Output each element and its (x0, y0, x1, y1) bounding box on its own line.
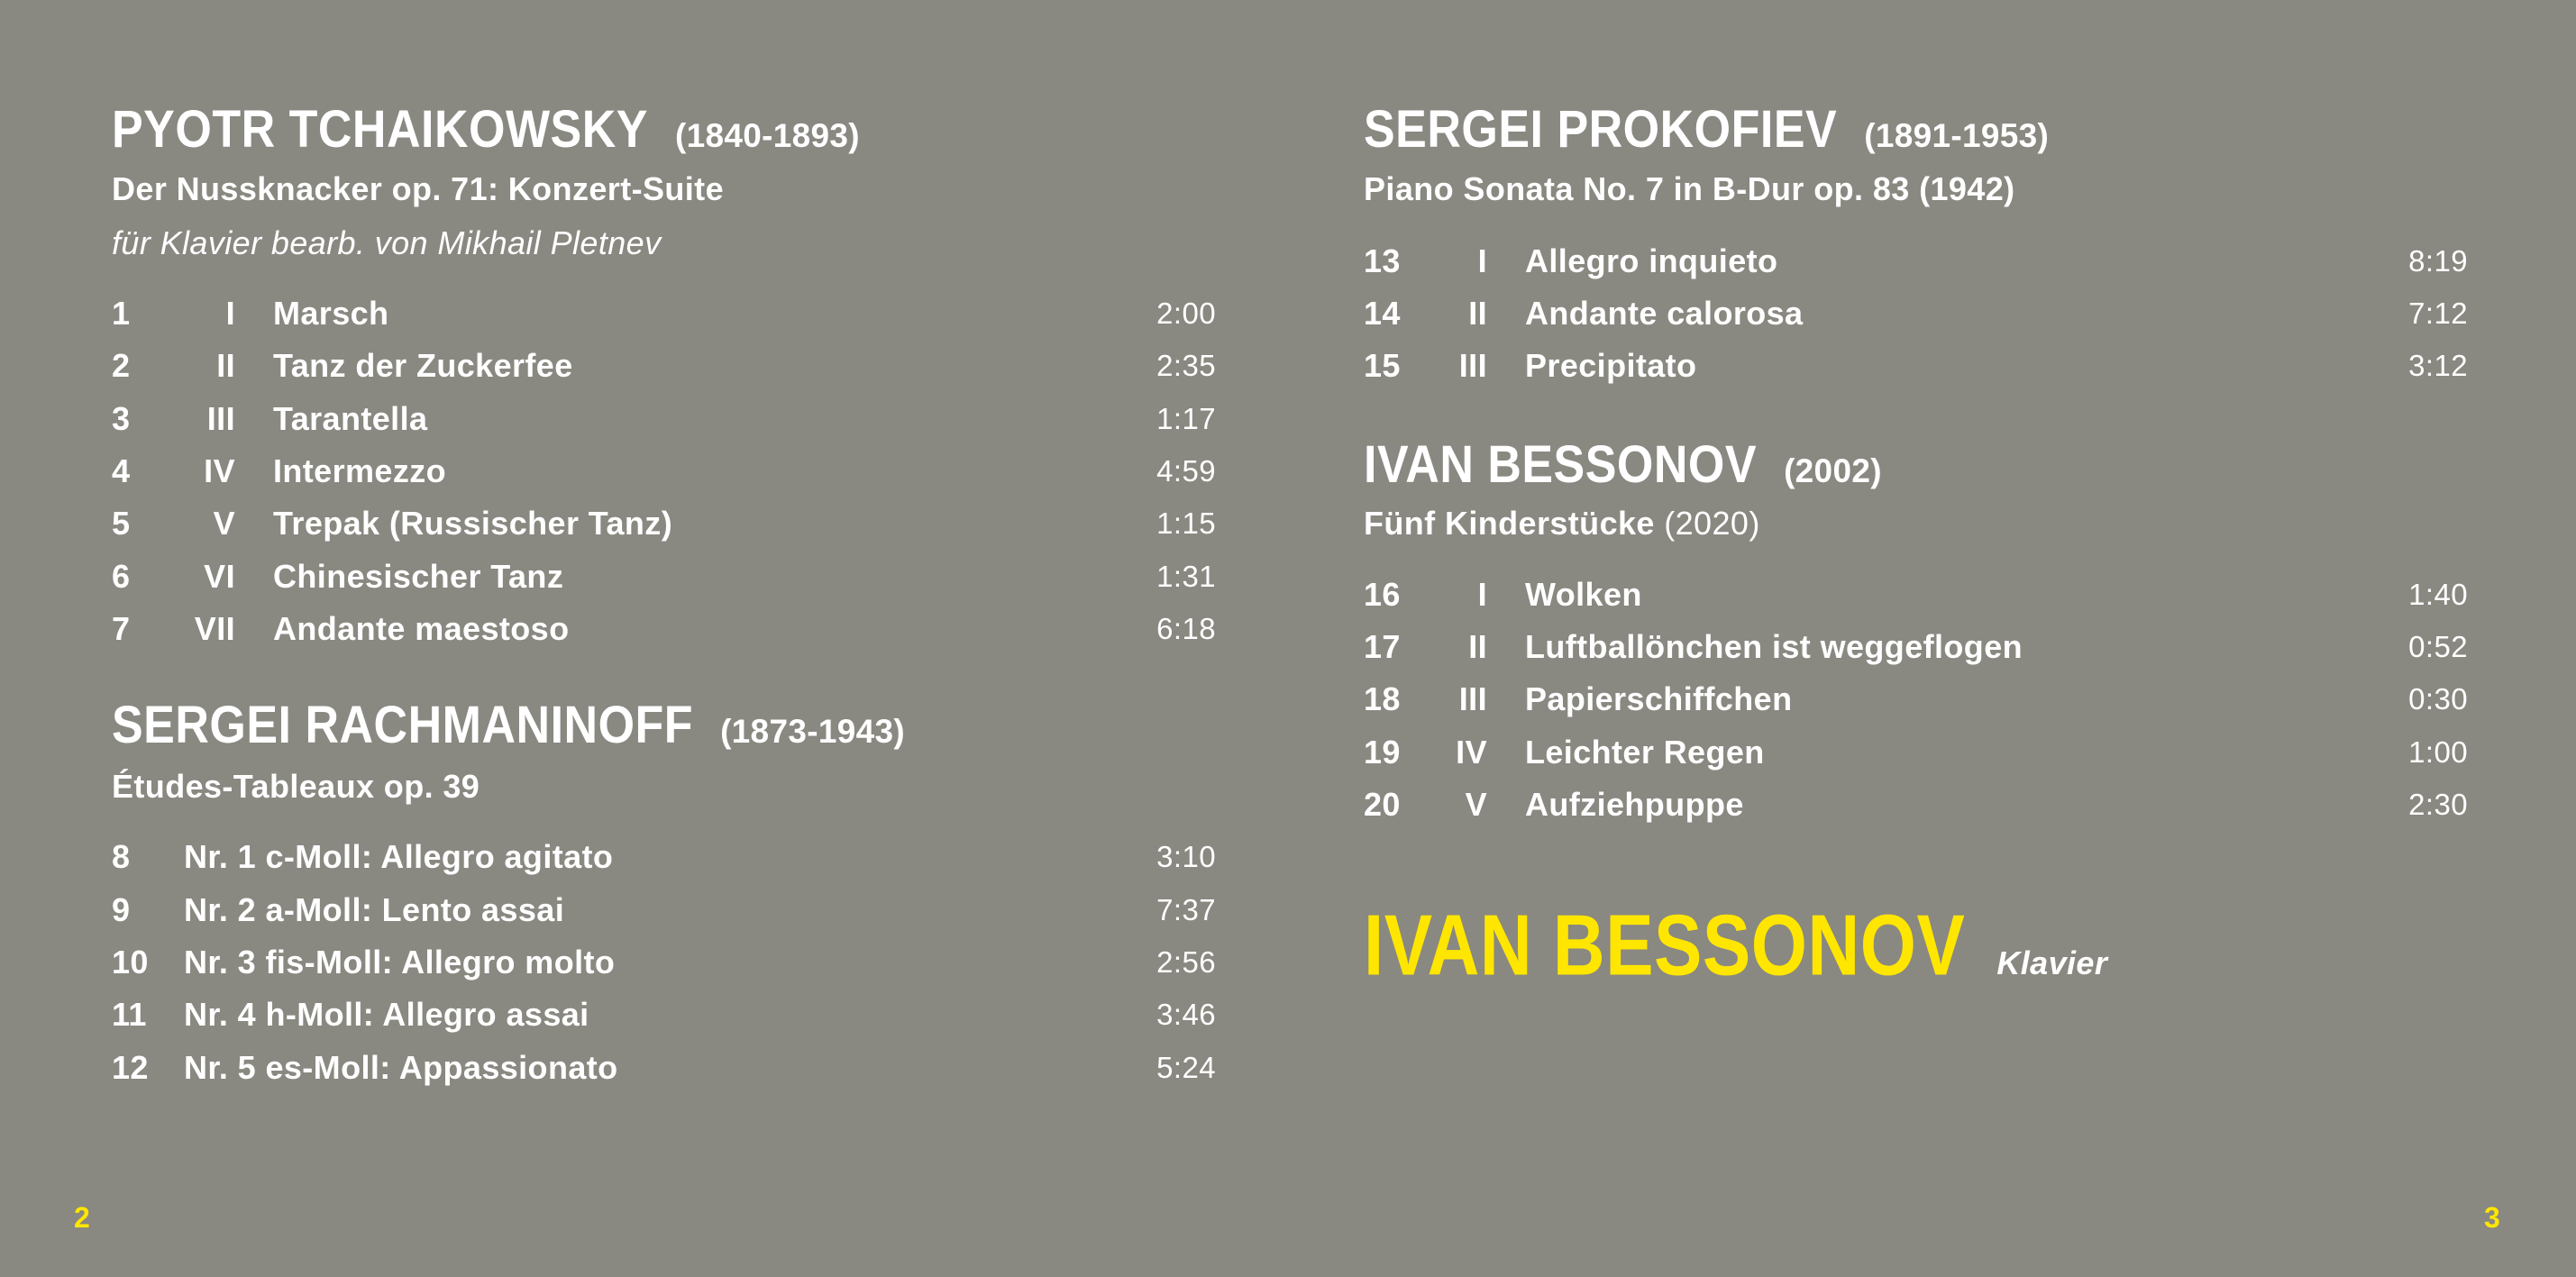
movement-numeral: I (225, 295, 235, 332)
movement-numeral: I (1477, 576, 1487, 613)
movement-numeral: III (1458, 680, 1487, 717)
track-duration: 0:30 (2408, 682, 2468, 716)
track-number: 13 (1364, 242, 1401, 279)
movement-numeral: V (213, 505, 235, 542)
work-title: Fünf Kinderstücke (1364, 505, 1655, 542)
track-duration: 2:00 (1156, 296, 1216, 330)
track-row (1364, 235, 2468, 287)
work-title: Der Nussknacker op. 71: Konzert-Suite (112, 170, 724, 207)
track-row (112, 884, 1216, 936)
composer-dates: (2002) (1784, 452, 1882, 489)
track-row (1364, 569, 2468, 621)
performer-name: IVAN BESSONOV (1364, 897, 1966, 993)
page-number-left: 2 (74, 1201, 90, 1234)
track-title: Nr. 4 h-Moll: Allegro assai (184, 996, 589, 1033)
track-row (1364, 673, 2468, 725)
track-title: Tarantella (273, 400, 428, 437)
track-number: 3 (112, 400, 131, 437)
track-number: 17 (1364, 628, 1401, 665)
track-title: Andante maestoso (273, 610, 570, 647)
track-title: Papierschiffchen (1525, 680, 1793, 717)
performer-credit (1364, 897, 2108, 995)
track-number: 7 (112, 610, 131, 647)
track-title: Nr. 3 fis-Moll: Allegro molto (184, 944, 616, 981)
track-title: Leichter Regen (1525, 734, 1765, 771)
movement-numeral: III (206, 400, 235, 437)
composer-heading-rachmaninoff (112, 696, 905, 755)
track-number: 8 (112, 838, 131, 875)
track-duration: 3:12 (2408, 349, 2468, 382)
work-title: Piano Sonata No. 7 in B-Dur op. 83 (1942) (1364, 170, 2015, 207)
track-row (112, 340, 1216, 392)
track-row (112, 497, 1216, 550)
arrangement-note: für Klavier bearb. von Mikhail Pletnev (112, 224, 662, 261)
track-number: 18 (1364, 680, 1401, 717)
track-title: Nr. 1 c-Moll: Allegro agitato (184, 838, 614, 875)
track-duration: 6:18 (1156, 612, 1216, 645)
work-title: Études-Tableaux op. 39 (112, 768, 480, 805)
composer-name: SERGEI PROKOFIEV (1364, 100, 1838, 160)
track-duration: 3:46 (1156, 998, 1216, 1031)
track-row (112, 1042, 1216, 1094)
track-row (112, 831, 1216, 883)
track-duration: 2:56 (1156, 945, 1216, 979)
track-number: 2 (112, 347, 131, 384)
movement-numeral: IV (1456, 734, 1487, 771)
track-number: 9 (112, 891, 131, 928)
track-row (112, 603, 1216, 655)
track-title: Marsch (273, 295, 389, 332)
track-number: 15 (1364, 347, 1401, 384)
movement-numeral: II (1468, 628, 1487, 665)
track-duration: 1:40 (2408, 578, 2468, 611)
track-number: 10 (112, 944, 149, 981)
composer-heading-prokofiev (1364, 100, 2050, 160)
track-number: 11 (112, 996, 147, 1033)
track-duration: 7:37 (1156, 893, 1216, 926)
page-number-right: 3 (2484, 1201, 2500, 1234)
composer-dates: (1891-1953) (1864, 117, 2050, 154)
track-duration: 1:31 (1156, 560, 1216, 593)
composer-dates: (1840-1893) (674, 117, 860, 154)
movement-numeral: VII (194, 610, 235, 647)
track-duration: 5:24 (1156, 1051, 1216, 1084)
movement-numeral: III (1458, 347, 1487, 384)
track-duration: 2:30 (2408, 788, 2468, 821)
track-number: 16 (1364, 576, 1401, 613)
track-row (1364, 779, 2468, 831)
track-row (112, 445, 1216, 497)
track-row (112, 393, 1216, 445)
track-duration: 3:10 (1156, 840, 1216, 873)
movement-numeral: VI (204, 558, 235, 595)
track-number: 14 (1364, 295, 1401, 332)
composer-dates: (1873-1943) (720, 713, 905, 750)
movement-numeral: V (1465, 786, 1487, 823)
track-title: Aufziehpuppe (1525, 786, 1744, 823)
work-year: (2020) (1664, 505, 1760, 542)
track-number: 19 (1364, 734, 1401, 771)
performer-instrument: Klavier (1996, 944, 2108, 981)
work-title-line (1364, 501, 1760, 546)
track-number: 6 (112, 558, 131, 595)
track-number: 12 (112, 1049, 149, 1086)
track-duration: 1:17 (1156, 402, 1216, 435)
left-page (112, 0, 1216, 1277)
composer-name: SERGEI RACHMANINOFF (112, 696, 694, 755)
track-row (112, 551, 1216, 603)
track-duration: 8:19 (2408, 244, 2468, 278)
track-title: Luftballönchen ist weggeflogen (1525, 628, 2023, 665)
track-duration: 2:35 (1156, 349, 1216, 382)
track-title: Trepak (Russischer Tanz) (273, 505, 673, 542)
movement-numeral: II (216, 347, 235, 384)
track-title: Intermezzo (273, 452, 447, 489)
composer-name: PYOTR TCHAIKOWSKY (112, 100, 648, 160)
track-title: Precipitato (1525, 347, 1697, 384)
track-title: Allegro inquieto (1525, 242, 1778, 279)
track-title: Chinesischer Tanz (273, 558, 564, 595)
track-title: Wolken (1525, 576, 1642, 613)
track-title: Andante calorosa (1525, 295, 1804, 332)
track-number: 5 (112, 505, 131, 542)
movement-numeral: II (1468, 295, 1487, 332)
track-row (112, 287, 1216, 340)
movement-numeral: I (1477, 242, 1487, 279)
track-row (1364, 287, 2468, 340)
right-page (1364, 0, 2468, 1277)
track-title: Nr. 2 a-Moll: Lento assai (184, 891, 565, 928)
composer-heading-bessonov (1364, 435, 1882, 495)
track-duration: 0:52 (2408, 630, 2468, 663)
track-row (112, 989, 1216, 1041)
track-row (1364, 621, 2468, 673)
track-duration: 1:15 (1156, 506, 1216, 540)
track-title: Nr. 5 es-Moll: Appassionato (184, 1049, 618, 1086)
composer-name: IVAN BESSONOV (1364, 435, 1758, 495)
track-row (1364, 726, 2468, 779)
movement-numeral: IV (204, 452, 235, 489)
track-duration: 7:12 (2408, 296, 2468, 330)
track-number: 20 (1364, 786, 1401, 823)
track-duration: 1:00 (2408, 735, 2468, 769)
track-number: 4 (112, 452, 131, 489)
track-number: 1 (112, 295, 131, 332)
track-row (112, 936, 1216, 989)
composer-heading-tchaikowsky (112, 100, 860, 160)
track-row (1364, 340, 2468, 392)
track-duration: 4:59 (1156, 454, 1216, 488)
track-title: Tanz der Zuckerfee (273, 347, 573, 384)
